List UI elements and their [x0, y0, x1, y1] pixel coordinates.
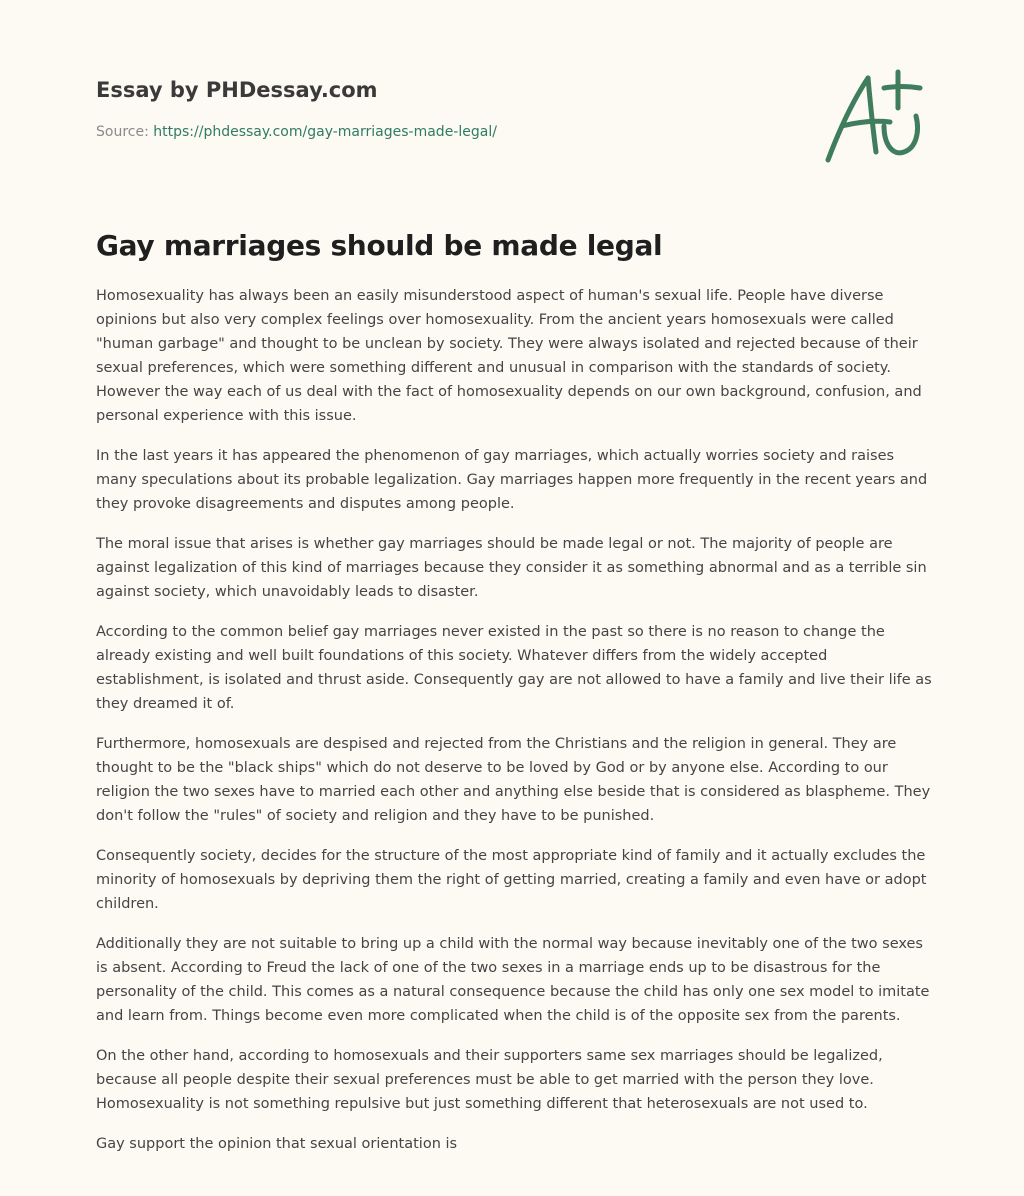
essay-paragraph-8: On the other hand, according to homosexuals and their supporters same sex marriages should be legalized, because all people despite their sexual preferences must be able to get married with the person they love. Homosexuality is not something repulsive but just something different that heterosexuals are not used to.: [96, 1048, 883, 1112]
essay-paragraph-2: In the last years it has appeared the phenomenon of gay marriages, which actually worries society and raises many speculations about its probable legalization. Gay marriages happen more frequently in the recent years and they provoke disagreements and disputes among people.: [96, 448, 928, 512]
source-link[interactable]: https://phdessay.com/gay-marriages-made-legal/: [153, 124, 497, 140]
essay-paragraph-3: The moral issue that arises is whether gay marriages should be made legal or not. The majority of people are against legalization of this kind of marriages because they consider it as something abnormal and as a terrible sin against society, which unavoidably leads to disaster.: [96, 536, 927, 600]
essay-paragraph-1: Homosexuality has always been an easily misunderstood aspect of human's sexual life. People have diverse opinions but also very complex feelings over homosexuality. From the ancient years homosexuals were called "human garbage" and thought to be unclean by society. They were always isolated and rejected because of their sexual preferences, which were something different and unusual in comparison with the standards of society. However the way each of us deal with the fact of homosexuality depends on our own background, confusion, and personal experience with this issue.: [96, 288, 922, 424]
source-line: [96, 122, 836, 142]
essay-paragraph-4: According to the common belief gay marriages never existed in the past so there is no reason to change the already existing and well built foundations of this society. Whatever differs from the widely accepted establishment, is isolated and thrust aside. Consequently gay are not allowed to have a family and live their life as they dreamed it of.: [96, 624, 932, 712]
essay-title: Gay marriages should be made legal: [96, 229, 663, 262]
a-plus-grade-icon: [818, 66, 930, 170]
essay-paragraph-7: Additionally they are not suitable to bring up a child with the normal way because inevitably one of the two sexes is absent. According to Freud the lack of one of the two sexes in a marriage ends up to be disastrous for the personality of the child. This comes as a natural consequence because the child has only one sex model to imitate and learn from. Things become even more complicated when the child is of the opposite sex from the parents.: [96, 936, 930, 1024]
essay-paragraph-9: Gay support the opinion that sexual orientation is: [96, 1136, 458, 1152]
essay-content: [96, 226, 932, 1172]
essay-paragraph-5: Furthermore, homosexuals are despised and rejected from the Christians and the religion in general. They are thought to be the "black ships" which do not deserve to be loved by God or by anyone else. According to our religion the two sexes have to married each other and anything else beside that is considered as blaspheme. They don't follow the "rules" of society and religion and they have to be punished.: [96, 736, 931, 824]
page-header: [96, 76, 836, 142]
source-label: Source:: [96, 124, 154, 140]
essay-paragraph-6: Consequently society, decides for the structure of the most appropriate kind of family and it actually excludes the minority of homosexuals by depriving them the right of getting married, creating a family and even have or adopt children.: [96, 848, 927, 912]
site-brand: Essay by PHDessay.com: [96, 78, 378, 102]
